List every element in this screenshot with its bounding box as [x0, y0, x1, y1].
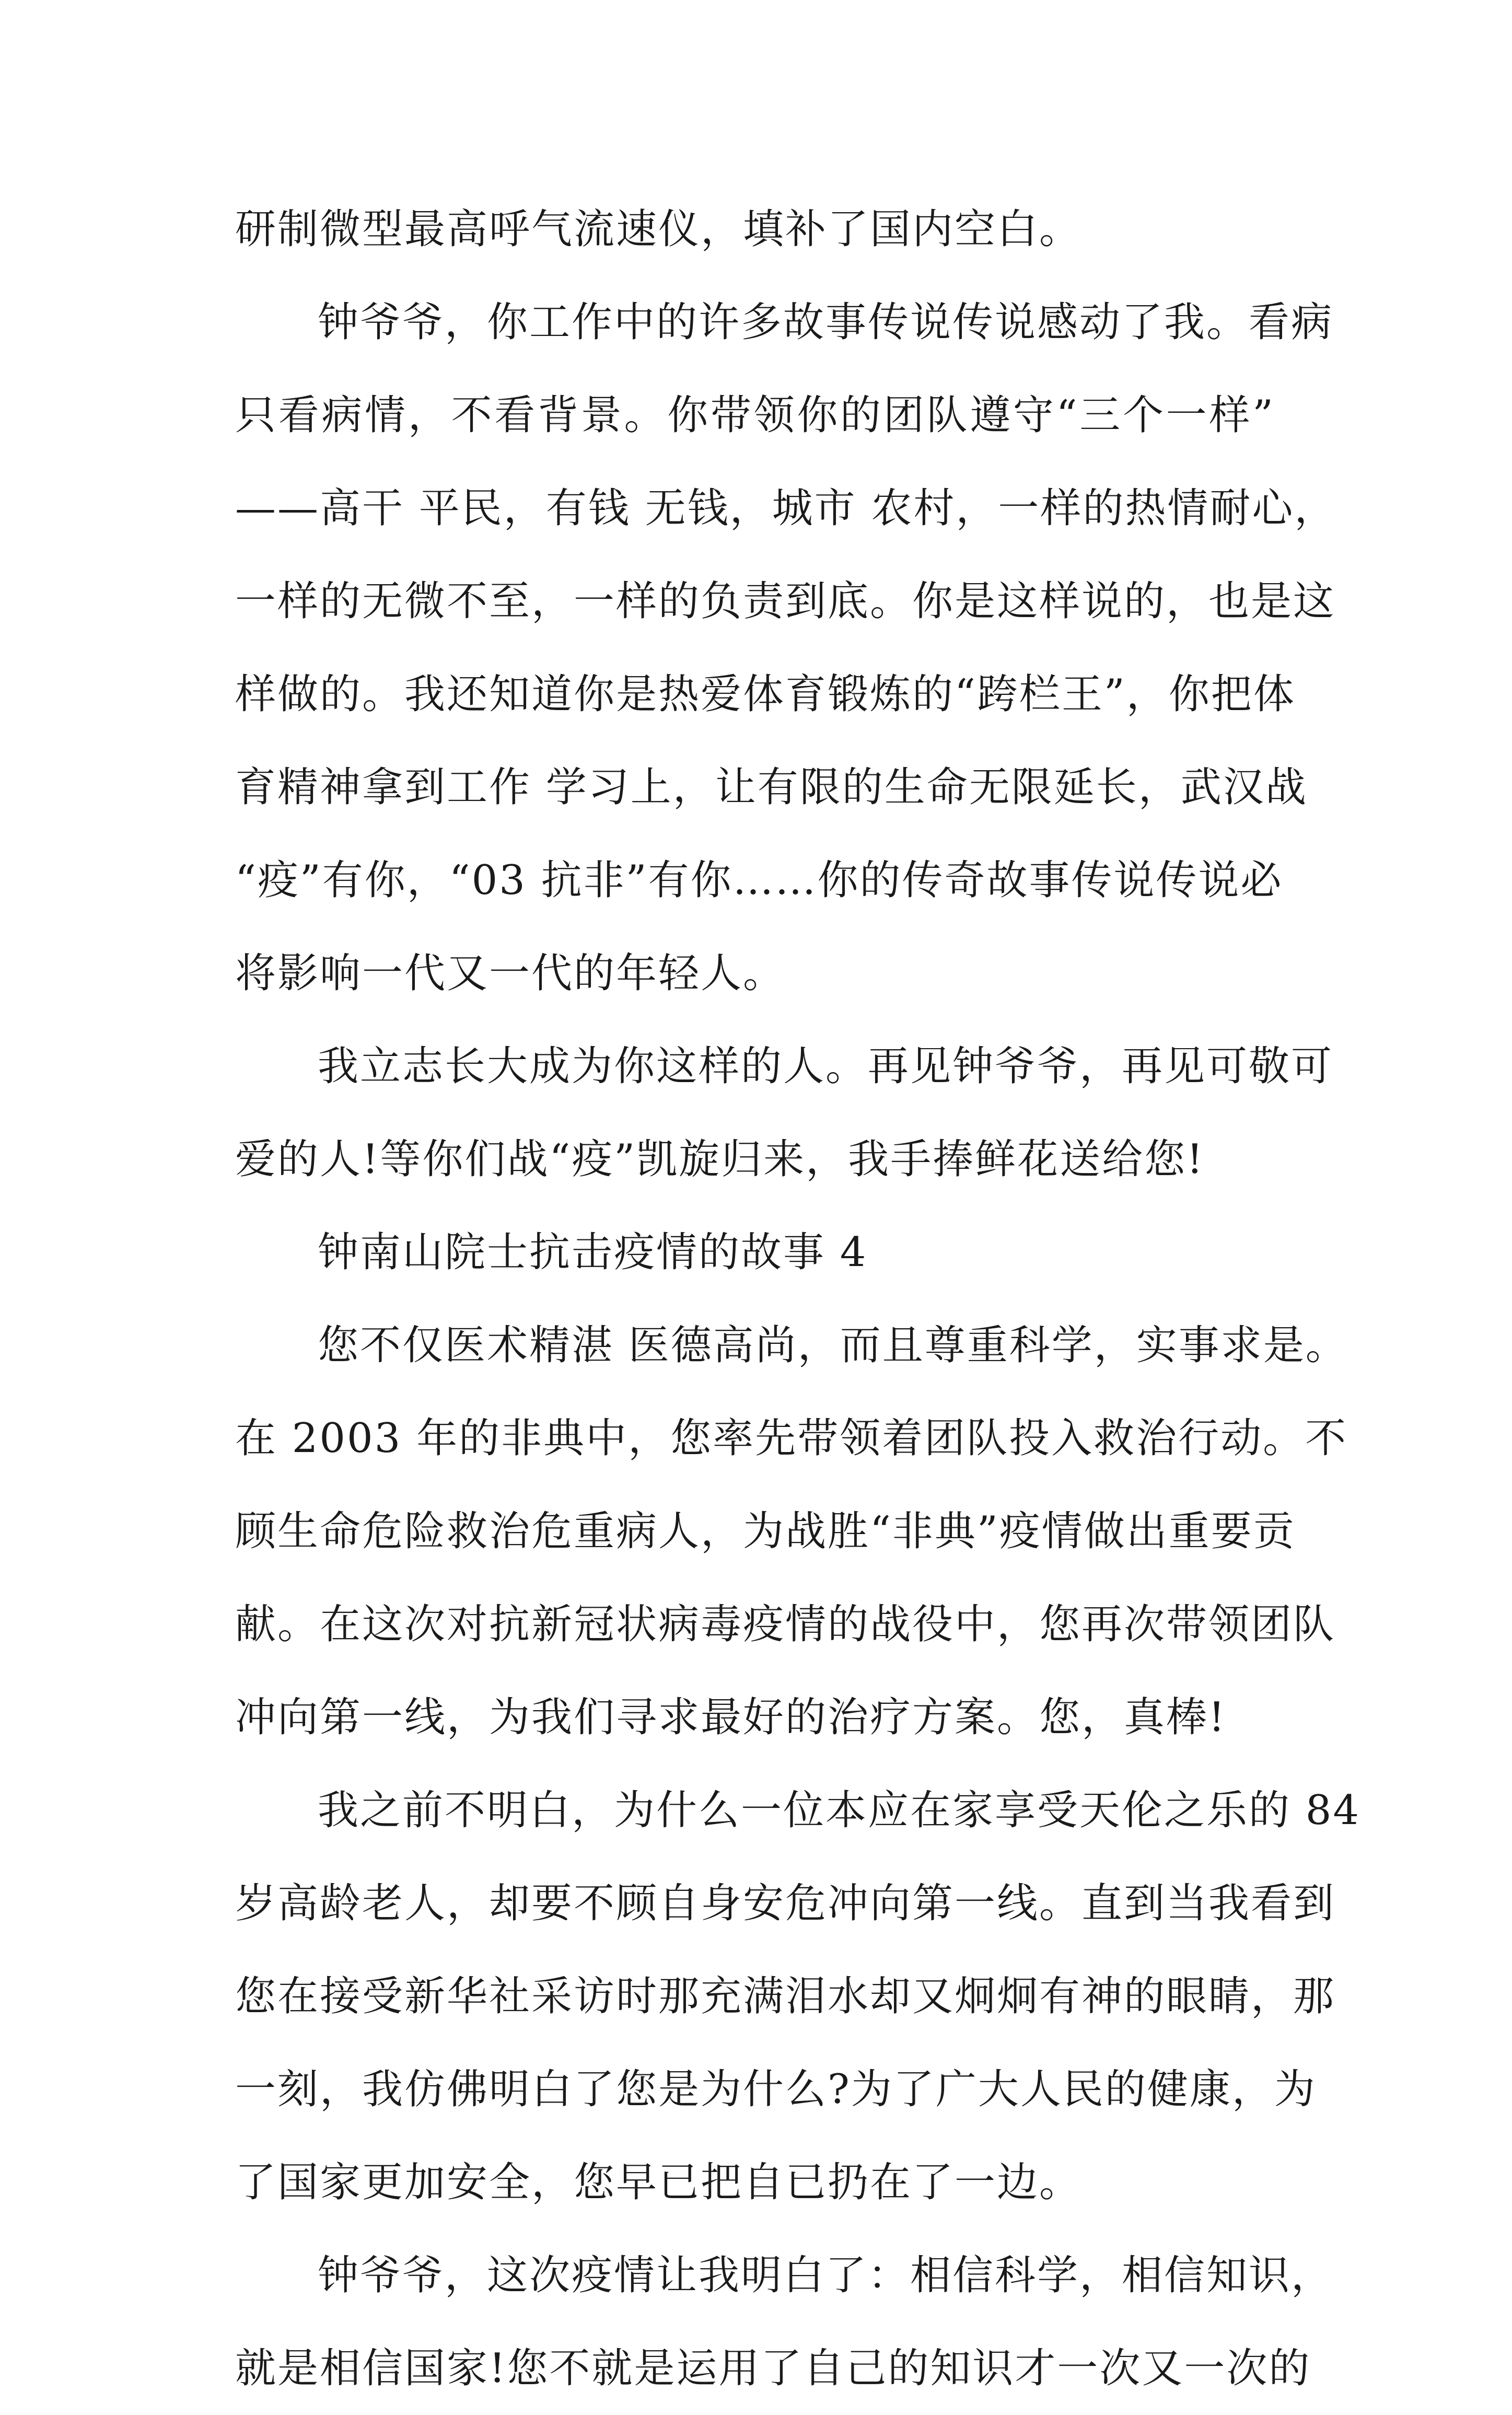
text-line: 就是相信国家!您不就是运用了自己的知识才一次又一次的 [235, 2345, 1311, 2392]
document-page [235, 183, 1361, 2415]
text-line: 钟爷爷，你工作中的许多故事传说传说感动了我。看病 [318, 299, 1334, 346]
text-line: 我之前不明白，为什么一位本应在家享受天伦之乐的 84 [318, 1787, 1361, 1834]
text-line: 育精神拿到工作 学习上，让有限的生命无限延长，武汉战 [235, 764, 1308, 811]
text-line: 研制微型最高呼气流速仪，填补了国内空白。 [235, 206, 1082, 253]
text-line: 冲向第一线，为我们寻求最好的治疗方案。您，真棒! [235, 1694, 1227, 1741]
text-line: 岁高龄老人，却要不顾自身安危冲向第一线。直到当我看到 [235, 1880, 1336, 1927]
text-line: 我立志长大成为你这样的人。再见钟爷爷，再见可敬可 [318, 1043, 1334, 1090]
text-line: 钟爷爷，这次疫情让我明白了：相信科学，相信知识， [318, 2252, 1334, 2299]
text-line: 只看病情，不看背景。你带领你的团队遵守“三个一样” [235, 392, 1275, 439]
text-line: 您不仅医术精湛 医德高尚，而且尊重科学，实事求是。 [318, 1322, 1348, 1369]
text-line: 样做的。我还知道你是热爱体育锻炼的“跨栏王”，你把体 [235, 671, 1296, 718]
text-line: 一样的无微不至，一样的负责到底。你是这样说的，也是这 [235, 578, 1336, 625]
text-line: 将影响一代又一代的年轻人。 [235, 950, 786, 997]
text-line: 了国家更加安全，您早已把自已扔在了一边。 [235, 2159, 1082, 2206]
text-line: 一刻，我仿佛明白了您是为什么?为了广大人民的健康，为 [235, 2066, 1317, 2113]
text-line: 您在接受新华社采访时那充满泪水却又炯炯有神的眼睛，那 [235, 1973, 1336, 2020]
text-line: 爱的人!等你们战“疫”凯旋归来，我手捧鲜花送给您! [235, 1136, 1205, 1183]
text-line: 献。在这次对抗新冠状病毒疫情的战役中，您再次带领团队 [235, 1601, 1336, 1648]
text-line: 在 2003 年的非典中，您率先带领着团队投入救治行动。不 [235, 1415, 1348, 1462]
text-line: “疫”有你，“03 抗非”有你……你的传奇故事传说传说必 [235, 857, 1283, 904]
text-line: ——高干 平民，有钱 无钱，城市 农村，一样的热情耐心， [235, 485, 1337, 532]
section-heading: 钟南山院士抗击疫情的故事 4 [318, 1229, 868, 1276]
text-line: 顾生命危险救治危重病人，为战胜“非典”疫情做出重要贡 [235, 1508, 1296, 1555]
